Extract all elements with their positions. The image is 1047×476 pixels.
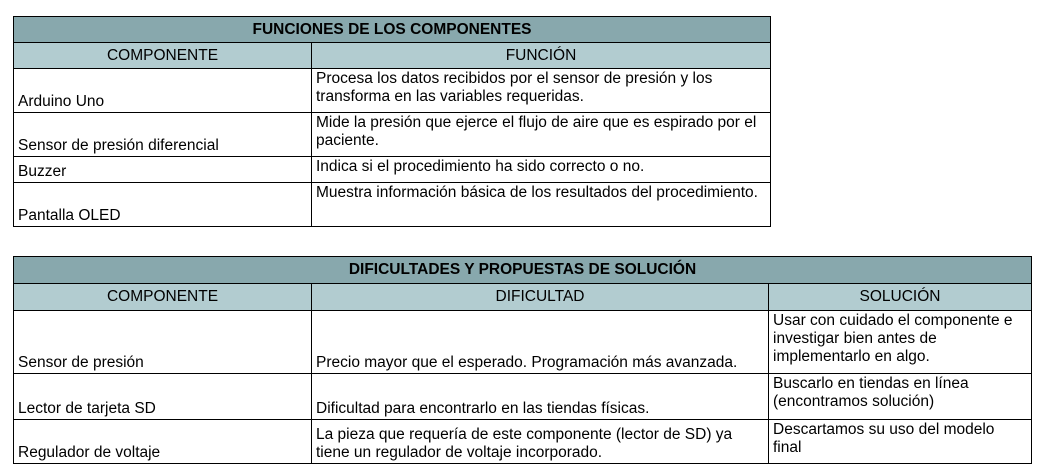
cell-solucion: Buscarlo en tiendas en línea (encontramos solución) <box>769 374 1032 420</box>
cell-dificultad: Precio mayor que el esperado. Programación más avanzada. <box>312 311 769 374</box>
cell-componente: Lector de tarjeta SD <box>14 374 312 420</box>
cell-dificultad: La pieza que requería de este componente (lector de SD) ya tiene un regulador de voltaje incorporado. <box>312 420 769 464</box>
cell-dificultad: Dificultad para encontrarlo en las tiendas físicas. <box>312 374 769 420</box>
table-title: FUNCIONES DE LOS COMPONENTES <box>14 17 771 43</box>
table-title: DIFICULTADES Y PROPUESTAS DE SOLUCIÓN <box>14 257 1032 284</box>
funciones-table <box>13 16 771 227</box>
table-row <box>14 183 771 227</box>
cell-funcion: Procesa los datos recibidos por el sensor de presión y los transforma en las variables requeridas. <box>312 69 771 113</box>
table-row <box>14 113 771 157</box>
header-dificultad: DIFICULTAD <box>312 284 769 311</box>
cell-componente: Sensor de presión diferencial <box>14 113 312 157</box>
cell-componente: Arduino Uno <box>14 69 312 113</box>
cell-componente: Buzzer <box>14 157 312 183</box>
header-solucion: SOLUCIÓN <box>769 284 1032 311</box>
cell-solucion: Descartamos su uso del modelo final <box>769 420 1032 464</box>
header-funcion: FUNCIÓN <box>312 43 771 69</box>
table-row <box>14 157 771 183</box>
table-row <box>14 420 1032 464</box>
dificultades-table <box>13 256 1032 464</box>
cell-componente: Pantalla OLED <box>14 183 312 227</box>
cell-componente: Regulador de voltaje <box>14 420 312 464</box>
cell-funcion: Indica si el procedimiento ha sido correcto o no. <box>312 157 771 183</box>
header-componente: COMPONENTE <box>14 43 312 69</box>
header-componente: COMPONENTE <box>14 284 312 311</box>
table-row <box>14 69 771 113</box>
table-row <box>14 374 1032 420</box>
cell-solucion: Usar con cuidado el componente e investigar bien antes de implementarlo en algo. <box>769 311 1032 374</box>
cell-componente: Sensor de presión <box>14 311 312 374</box>
cell-funcion: Muestra información básica de los resultados del procedimiento. <box>312 183 771 227</box>
table-row <box>14 311 1032 374</box>
cell-funcion: Mide la presión que ejerce el flujo de aire que es espirado por el paciente. <box>312 113 771 157</box>
